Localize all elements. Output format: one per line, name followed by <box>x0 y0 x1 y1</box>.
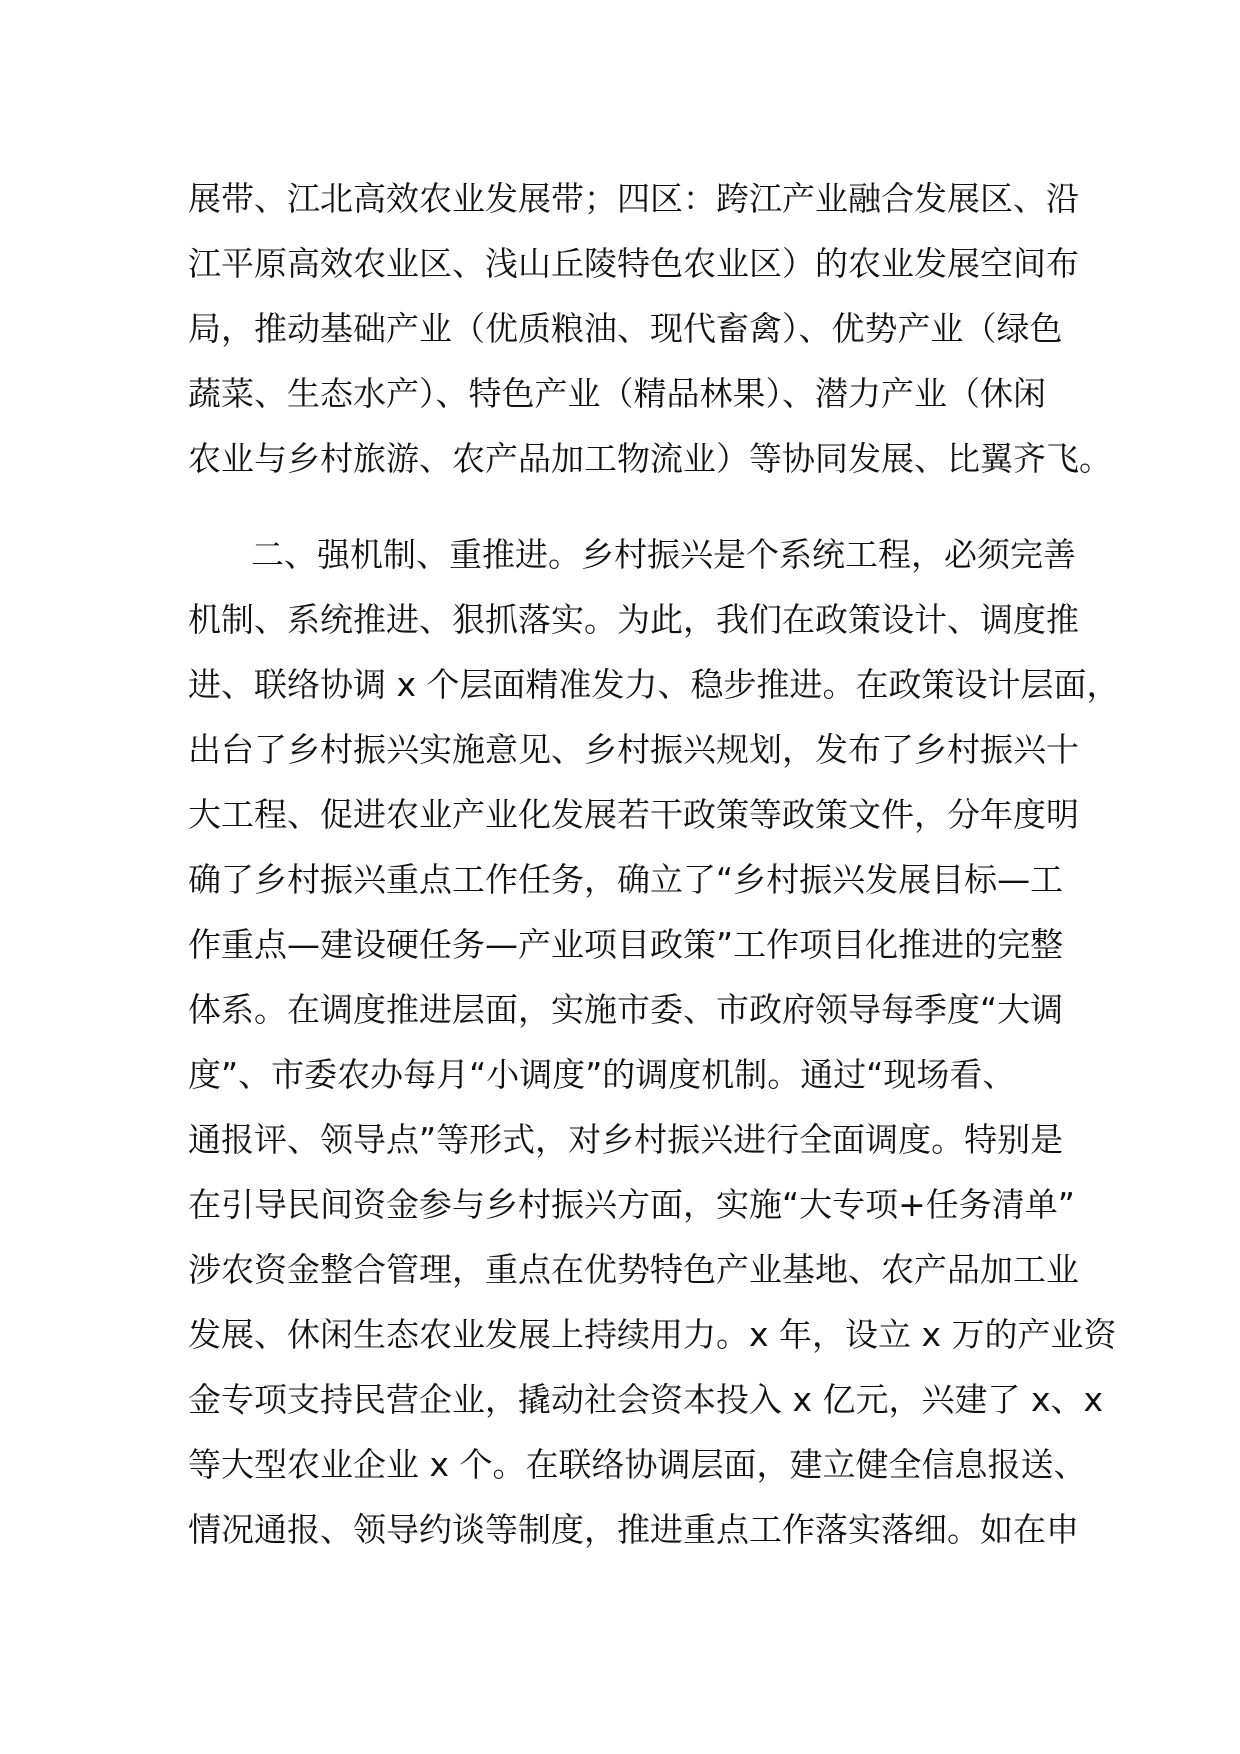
paragraph-line: 作重点—建设硬任务—产业项目政策”工作项目化推进的完整 <box>188 925 1064 964</box>
continuation-paragraph <box>188 166 1112 491</box>
paragraph-line: 金专项支持民营企业，撬动社会资本投入 x 亿元，兴建了 x、x <box>188 1380 1104 1419</box>
paragraph-line: 农业与乡村旅游、农产品加工物流业）等协同发展、比翼齐飞。 <box>188 439 1112 478</box>
paragraph-line: 体系。在调度推进层面，实施市委、市政府领导每季度“大调 <box>188 990 1064 1029</box>
paragraph-line: 蔬菜、生态水产）、特色产业（精品林果）、潜力产业（休闲 <box>188 374 1046 413</box>
paragraph-line: 发展、休闲生态农业发展上持续用力。x 年，设立 x 万的产业资 <box>188 1315 1117 1354</box>
paragraph-line: 江平原高效农业区、浅山丘陵特色农业区）的农业发展空间布 <box>188 244 1079 283</box>
paragraph-line: 大工程、促进农业产业化发展若干政策等政策文件，分年度明 <box>188 795 1079 834</box>
paragraph-line: 展带、江北高效农业发展带；四区：跨江产业融合发展区、沿 <box>188 179 1079 218</box>
paragraph-line: 在引导民间资金参与乡村振兴方面，实施“大专项+任务清单” <box>188 1185 1075 1224</box>
paragraph-line: 通报评、领导点”等形式，对乡村振兴进行全面调度。特别是 <box>188 1120 1064 1159</box>
paragraph-line: 局，推动基础产业（优质粮油、现代畜禽）、优势产业（绿色 <box>188 309 1063 348</box>
paragraph-line: 进、联络协调 x 个层面精准发力、稳步推进。在政策设计层面， <box>188 665 1120 704</box>
paragraph-line: 出台了乡村振兴实施意见、乡村振兴规划，发布了乡村振兴十 <box>188 730 1079 769</box>
section-two-paragraph <box>188 522 1120 1562</box>
paragraph-line: 情况通报、领导约谈等制度，推进重点工作落实落细。如在申 <box>188 1510 1079 1549</box>
paragraph-line: 涉农资金整合管理，重点在优势特色产业基地、农产品加工业 <box>188 1250 1079 1289</box>
paragraph-line: 确了乡村振兴重点工作任务，确立了“乡村振兴发展目标—工 <box>188 860 1064 899</box>
paragraph-line: 度”、市委农办每月“小调度”的调度机制。通过“现场看、 <box>188 1055 1016 1094</box>
paragraph-first-line: 二、强机制、重推进。乡村振兴是个系统工程，必须完善 <box>251 535 1076 574</box>
paragraph-line: 机制、系统推进、狠抓落实。为此，我们在政策设计、调度推 <box>188 600 1079 639</box>
paragraph-line: 等大型农业企业 x 个。在联络协调层面，建立健全信息报送、 <box>188 1445 1087 1484</box>
